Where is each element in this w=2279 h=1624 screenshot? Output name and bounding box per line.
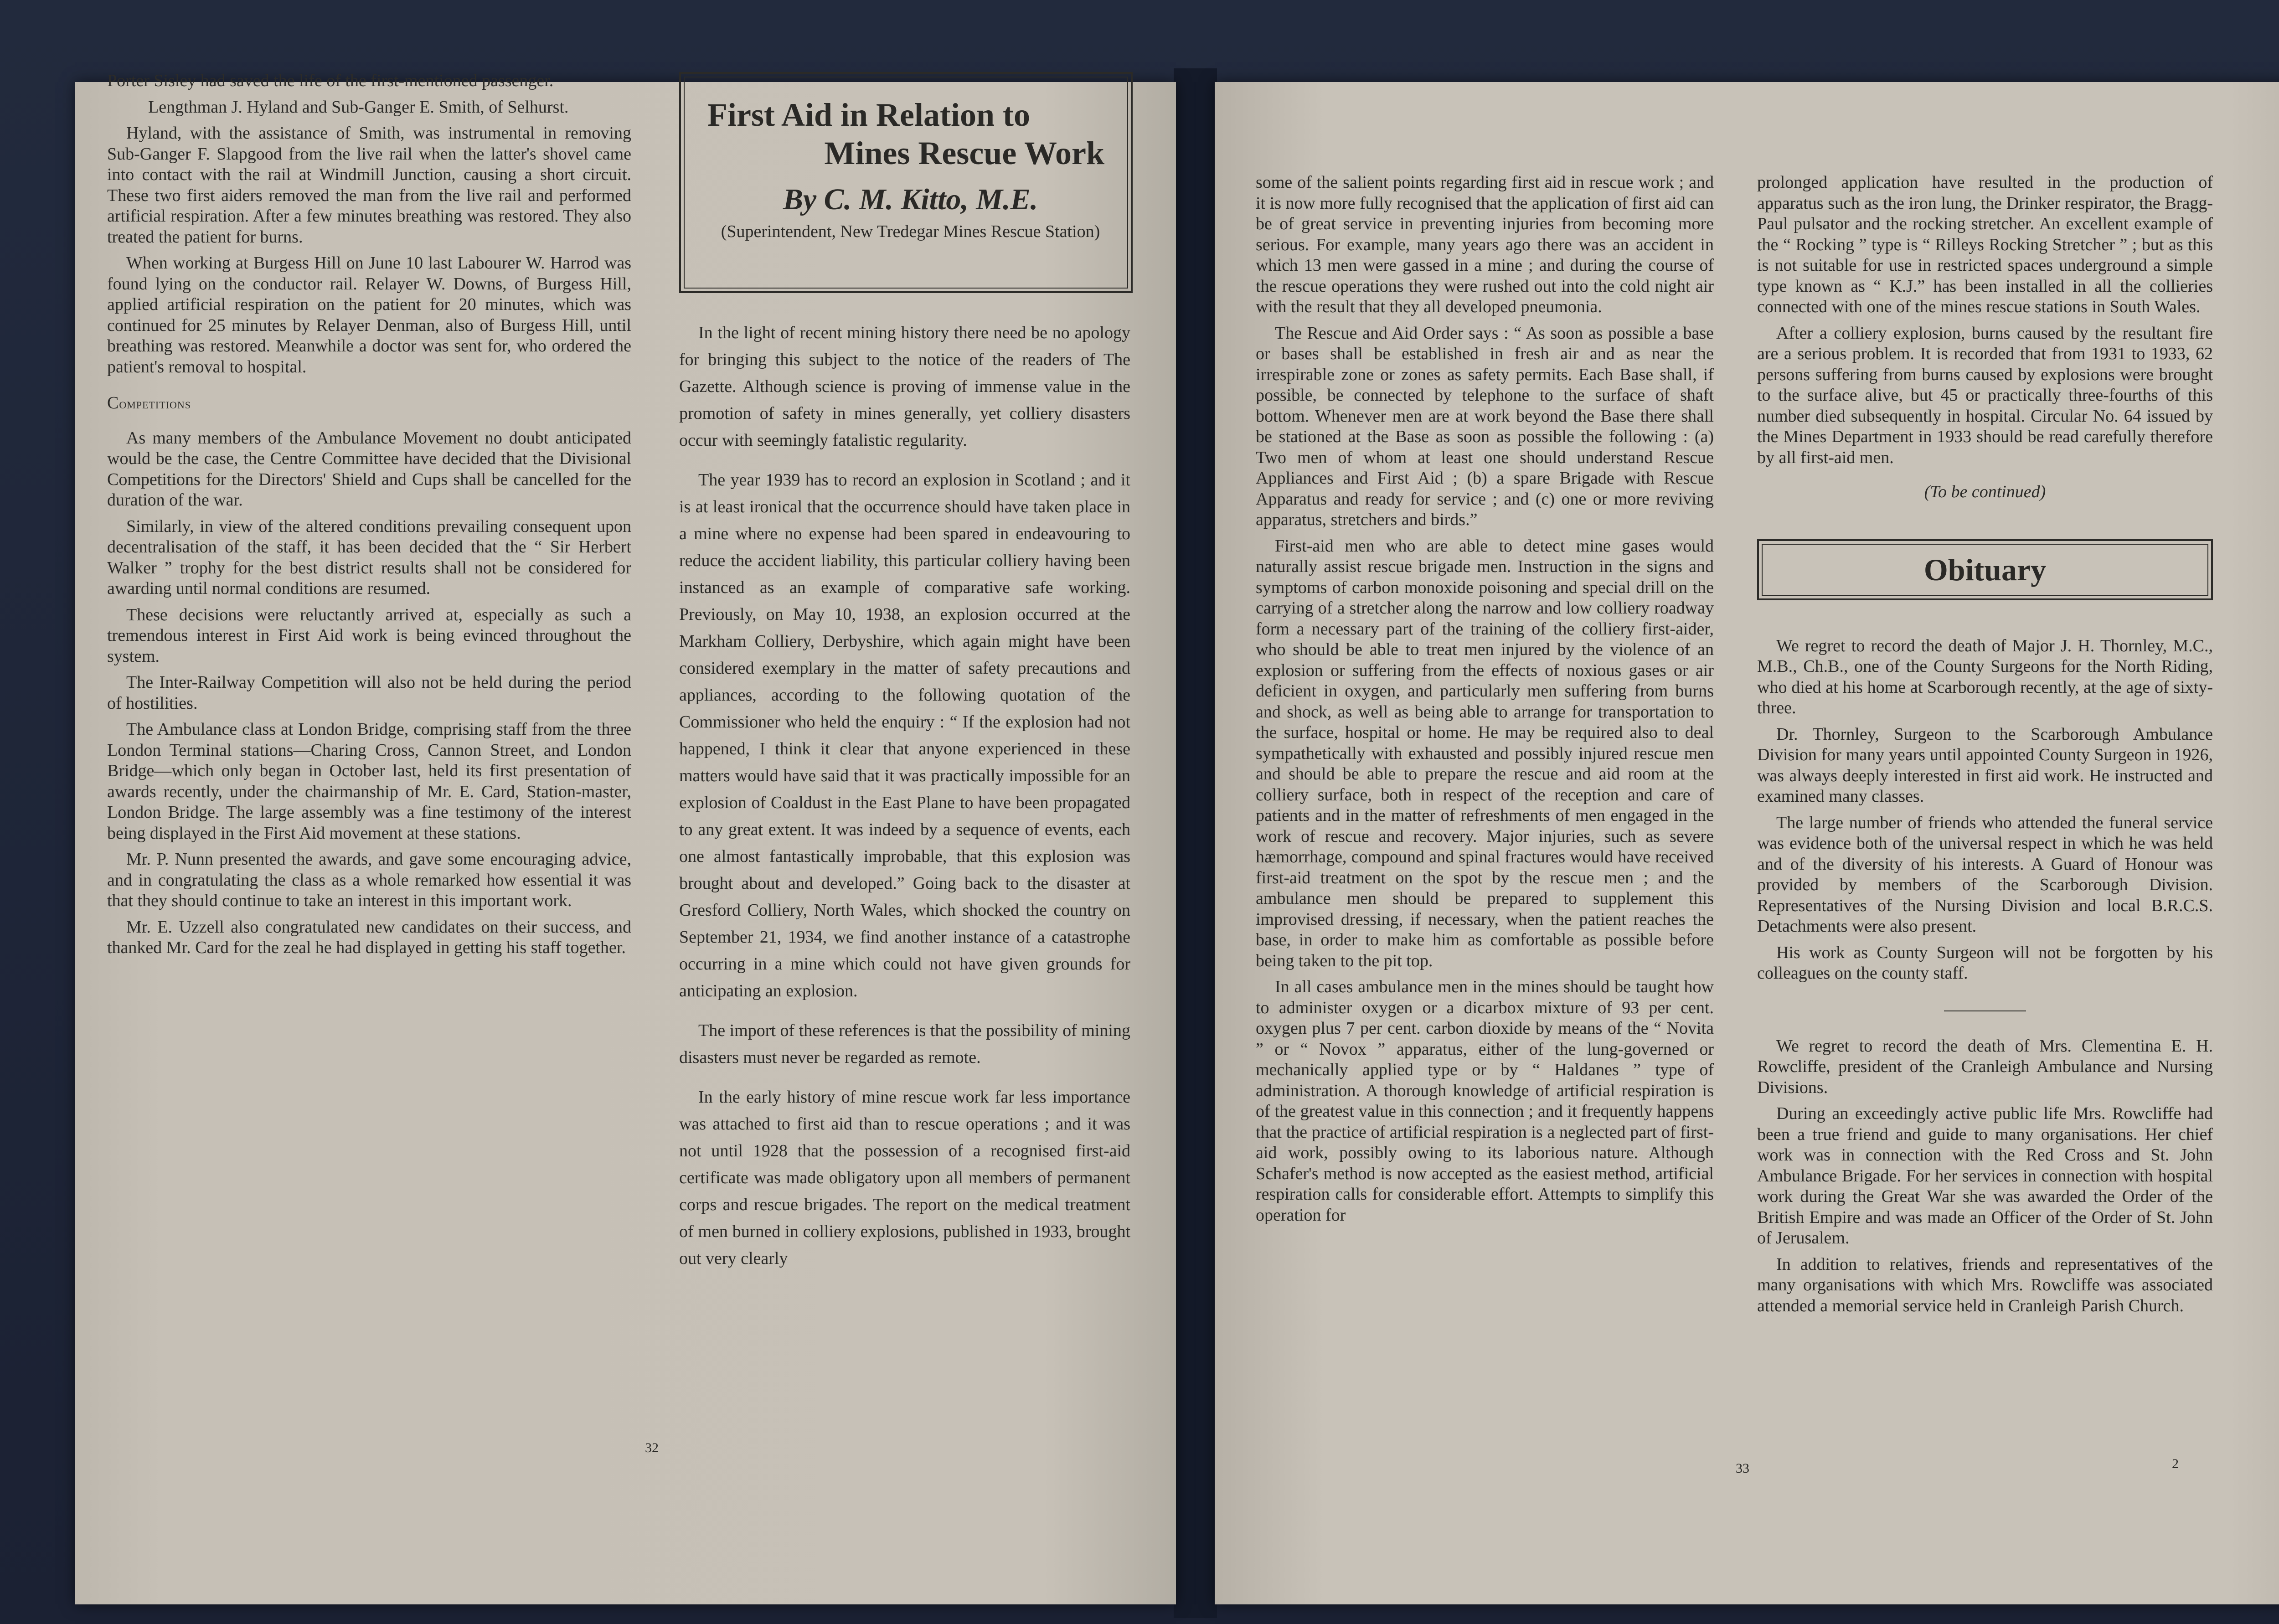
paragraph: Mr. P. Nunn presented the awards, and gave some encouraging advice, and in congratulating the class as a whole remarked how essential it was that they should continue to take an interest in this important work. (107, 850, 631, 910)
section-heading-competitions: Competitions (107, 393, 191, 412)
left-page-column-2 (679, 72, 1130, 1278)
paragraph: Porter Sisley had saved the life of the first-mentioned passenger. (107, 71, 554, 90)
book-gutter (1174, 68, 1217, 1618)
paragraph: Hyland, with the assistance of Smith, was instrumental in removing Sub-Ganger F. Slapgood from the live rail when the latter's shovel came into contact with the rail at Windmill Junction, causing a short circuit. These two first aiders removed the man from the live rail and performed artificial respiration. After a few minutes breathing was restored. They also treated the patient for burns. (107, 124, 631, 247)
paragraph: In the light of recent mining history there need be no apology for bringing this subject to the notice of the readers of The Gazette. Although science is proving of immense value in the promotion of safety in mines generally, yet colliery disasters occur with seemingly fatalistic regularity. (679, 323, 1130, 450)
page-number-right: 33 (1736, 1461, 1749, 1476)
paragraph: The import of these references is that the possibility of mining disasters must never be regarded as remote. (679, 1021, 1130, 1067)
paragraph: As many members of the Ambulance Movement no doubt anticipated would be the case, the Centre Committee have decided that the Divisional Competitions for the Directors' Shield and Cups shall be cancelled for the duration of the war. (107, 428, 631, 510)
obituary-title: Obituary (1762, 544, 2208, 596)
paragraph: After a colliery explosion, burns caused by the resultant fire are a serious problem. It is recorded that from 1931 to 1933, 62 persons suffering from burns caused by explosions were brought to the surface alive, but 45 or practically three-fourths of this number died subsequently in hospital. Circular No. 64 issued by the Mines Department in 1933 should be read carefully therefore by all first-aid men. (1757, 323, 2213, 467)
paragraph: During an exceedingly active public life Mrs. Rowcliffe had been a true friend and guide to many organisations. Her chief work was in connection with the Red Cross and St. John Ambulance Brigade. For her services in connection with hospital work during the Great War she was awarded the Order of the British Empire and was made an Officer of the Order of St. John of Jerusalem. (1757, 1104, 2213, 1248)
article-title-box-inner (684, 77, 1128, 289)
page-number-left: 32 (645, 1440, 659, 1455)
right-page-column-2 (1757, 172, 2213, 1322)
paragraph: First-aid men who are able to detect mine gases would naturally assist rescue brigade men. Instruction in the signs and symptoms of carbon monoxide poisoning and special drill on the carrying of a stretcher along the narrow and low colliery roadway form a necessary part of the training of the colliery first-aider, who should be able to treat men injured by the violence of an explosion or suffering from the effects of noxious gases or air deficient in oxygen, and particularly men suffering from burns and shock, as well as being able to arrange for transportation to the surface, hospital or home. He may be required also to deal sympathetically with exhausted and possibly injured rescue men and should be able to prepare the rescue and aid room at the colliery surface, both in respect of the reception and care of patients and in the matter of refreshments of men engaged in the work of rescue and recovery. Major injuries, such as severe hæmorrhage, compound and spinal fractures would have received first-aid treatment on the spot by the rescue men ; and the ambulance men should be prepared to supplement this improvised dressing, if necessary, when the patient reaches the base, in order to make him as comfortable as possible before being taken to the pit top. (1256, 536, 1714, 970)
paragraph: some of the salient points regarding first aid in rescue work ; and it is now more fully recognised that the application of first aid can be of great service in preventing injuries from becoming more serious. For example, many years ago there was an accident in which 13 men were gassed in a mine ; and during the course of the rescue operations they were rushed out into the cold night air with the result that they all developed pneumonia. (1256, 173, 1714, 316)
paragraph: In all cases ambulance men in the mines should be taught how to administer oxygen or a dicarbox mixture of 93 per cent. oxygen plus 7 per cent. carbon dioxide by means of the “ Novita ” or “ Novox ” apparatus, either of the lung-governed or mechanically applied type or by “ Haldanes ” type of administration. A thorough knowledge of artificial respiration is of the greatest value in this connection ; and it frequently happens that the practice of artificial respiration is a neglected part of first-aid work, possibly owing to its laborious nature. Although Schafer's method is now accepted as the easiest method, artificial respiration calls for considerable effort. Attempts to simplify this operation for (1256, 977, 1714, 1225)
author-affiliation: (Superintendent, New Tredegar Mines Rescue Station) (721, 222, 1100, 241)
to-be-continued: (To be continued) (1924, 482, 2046, 501)
article-title-box (679, 72, 1133, 293)
paragraph: Mr. E. Uzzell also congratulated new candidates on their success, and thanked Mr. Card for the zeal he had displayed in getting his staff together. (107, 917, 631, 957)
paragraph: In the early history of mine rescue work far less importance was attached to first aid than to rescue operations ; and it was not until 1928 that the possession of a recognised first-aid certificate was made obligatory upon all members of permanent corps and rescue brigades. The report on the medical treatment of men burned in colliery explosions, published in 1933, brought out very clearly (679, 1088, 1130, 1268)
paragraph: In addition to relatives, friends and representatives of the many organisations with which Mrs. Rowcliffe was associated attended a memorial service held in Cranleigh Parish Church. (1757, 1254, 2213, 1315)
paragraph: When working at Burgess Hill on June 10 last Labourer W. Harrod was found lying on the conductor rail. Relayer W. Downs, of Burgess Hill, applied artificial respiration on the patient for 20 minutes, which was continued for 25 minutes by Relayer Denman, also of Burgess Hill, until breathing was restored. Meanwhile a doctor was sent for, who ordered the patient's removal to hospital. (107, 253, 631, 376)
paragraph: His work as County Surgeon will not be forgotten by his colleagues on the county staff. (1757, 943, 2213, 983)
paragraph: prolonged application have resulted in the production of apparatus such as the iron lung, the Drinker respirator, the Bragg-Paul pulsator and the rocking stretcher. An excellent example of the “ Rocking ” type is “ Rilleys Rocking Stretcher ” ; but as this is not suitable for use in restricted spaces underground a simple type known as “ K.J.” has been installed in all the collieries connected with one of the mines rescue stations in South Wales. (1757, 173, 2213, 316)
page-corner-mark: 2 (2172, 1456, 2179, 1471)
paragraph: The Ambulance class at London Bridge, comprising staff from the three London Terminal stations—Charing Cross, Cannon Street, and London Bridge—which only began in October last, held its first presentation of awards recently, under the chairmanship of Mr. E. Card, Station-master, London Bridge. The large assembly was a fine testimony of the interest being displayed in the First Aid movement at these stations. (107, 720, 631, 843)
paragraph: The Rescue and Aid Order says : “ As soon as possible a base or bases shall be established in fresh air and as near the irrespirable zone or zones as safety permits. Each Base shall, if possible, be connected by telephone to the surface of shaft bottom. Whenever men are at work beyond the Base there shall be stationed at the Base as soon as possible the following : (a) Two men of whom at least one should understand Rescue Appliances and First Aid ; (b) a spare Brigade with Rescue Apparatus and ready for service ; and (c) one or more reviving apparatus, stretchers and birds.” (1256, 323, 1714, 529)
paragraph: Dr. Thornley, Surgeon to the Scarborough Ambulance Division for many years until appointed County Surgeon in 1926, was always deeply interested in first aid work. He instructed and examined many classes. (1757, 724, 2213, 806)
paragraph: The Inter-Railway Competition will also not be held during the period of hostilities. (107, 673, 631, 713)
obituary-title-box (1757, 539, 2213, 600)
section-divider (1944, 1010, 2026, 1011)
article-title-line-1: First Aid in Relation to (707, 97, 1031, 133)
paragraph: We regret to record the death of Major J. H. Thornley, M.C., M.B., Ch.B., one of the County Surgeons for the North Riding, who died at his home at Scarborough recently, at the age of sixty-three. (1757, 636, 2213, 717)
paragraph: The year 1939 has to record an explosion in Scotland ; and it is at least ironical that the occurrence should have taken place in a mine where no expense had been spared in endeavouring to reduce the accident liability, this particular colliery having been instanced as an example of comparative safe working. Previously, on May 10, 1938, an explosion occurred at the Markham Colliery, Derbyshire, which again might have been considered exemplary in the matter of safety precautions and appliances, according to the following quotation of the Commissioner who held the enquiry : “ If the explosion had not happened, I think it clear that anyone experienced in these matters would have said that it was practically impossible for an explosion of Coaldust in the East Plane to have been propagated to any great extent. It was indeed by a sequence of events, each one almost fantastically improbable, that this explosion was brought about and developed.” Going back to the disaster at Gresford Colliery, North Wales, which shocked the country on September 21, 1934, we find another instance of a catastrophe occurring in a mine which could not have given grounds for anticipating an explosion. (679, 470, 1130, 1000)
article-byline: By C. M. Kitto, M.E. (783, 183, 1038, 216)
left-page-column-1 (107, 71, 631, 964)
paragraph-hanging: Lengthman J. Hyland and Sub-Ganger E. Smith, of Selhurst. (148, 97, 569, 117)
paragraph: These decisions were reluctantly arrived at, especially as such a tremendous interest in First Aid work is being evinced throughout the system. (107, 605, 631, 666)
paragraph: The large number of friends who attended the funeral service was evidence both of the universal respect in which he was held and of the diversity of his interests. A Guard of Honour was provided by members of the Scarborough Division. Representatives of the Nursing Division and local B.R.C.S. Detachments were also present. (1757, 813, 2213, 936)
right-page-column-1 (1256, 172, 1714, 1231)
article-title-line-2: Mines Rescue Work (824, 135, 1104, 171)
paragraph: We regret to record the death of Mrs. Clementina E. H. Rowcliffe, president of the Cranleigh Ambulance and Nursing Divisions. (1757, 1036, 2213, 1097)
paragraph: Similarly, in view of the altered conditions prevailing consequent upon decentralisation of the staff, it has been decided that the “ Sir Herbert Walker ” trophy for the best district results shall not be considered for awarding until normal conditions are resumed. (107, 516, 631, 598)
